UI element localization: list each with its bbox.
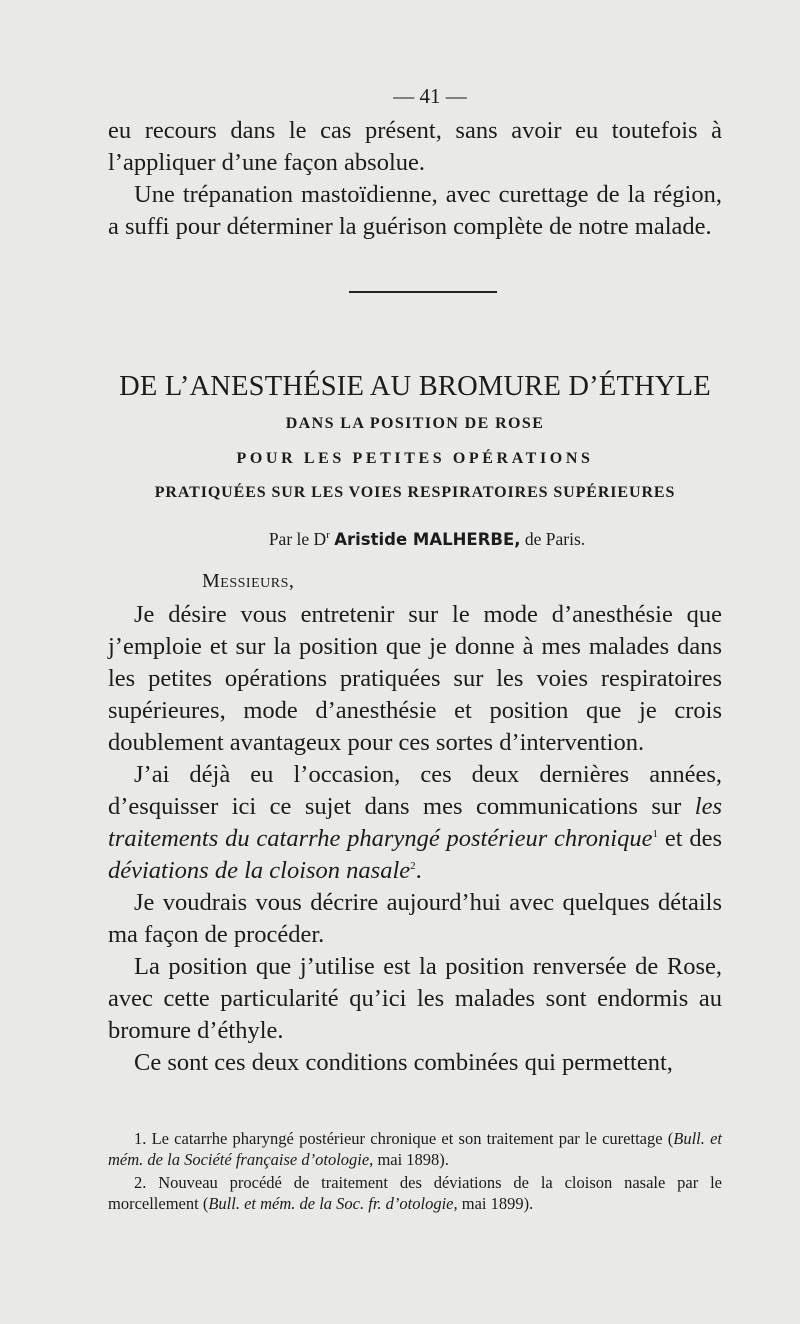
continuation-paragraph: eu recours dans le cas présent, sans avoir eu toutefois à l’appliquer d’une façon absolue. [108,117,722,176]
paragraph: La position que j’utilise est la position renversée de Rose, avec cette particularité qu’ici les malades sont endormis au bromure d’éthyle. [108,953,722,1044]
paragraph-italic: déviations de la cloison nasale [108,857,411,884]
paragraph-text: et des [658,825,722,852]
article-title: DE L’ANESTHÉSIE AU BROMURE D’ÉTHYLE [119,371,711,402]
paragraph: Je désire vous entretenir sur le mode d’anesthésie que j’emploie et sur la position que je donne à mes malades dans les petites opérations pratiquées sur les voies respiratoires supérieures, mode d’anesthésie et position que je crois doublement avantageux pour ces sortes d’intervention. [108,601,722,756]
footnote-text: 1. Le catarrhe pharyngé postérieur chronique et son traitement par le curettage ( [134,1129,674,1148]
article-subtitle: PRATIQUÉES SUR LES VOIES RESPIRATOIRES SUPÉRIEURES [154,484,676,501]
article-subtitle: DANS LA POSITION DE ROSE [285,415,545,432]
footnote-text: mai 1898). [373,1150,449,1169]
paragraph-text: J’ai déjà eu l’occasion, ces deux dernières années, d’esquisser ici ce sujet dans mes communications sur [108,761,722,820]
paragraph-text: . [415,857,422,884]
paragraph: Ce sont ces deux conditions combinées qui permettent, [134,1049,673,1076]
page-number: — 41 — [393,84,467,108]
footnotes [108,1128,722,1214]
byline-sup: r [326,529,330,542]
section-divider [349,291,497,293]
footnote [108,1172,722,1214]
article-subtitle: POUR LES PETITES OPÉRATIONS [236,450,594,467]
paragraph-italic: les traitements du catarrhe pharyngé postérieur chronique [108,793,722,852]
salutation: Messieurs, [202,570,295,592]
footnote [108,1128,722,1170]
footnote-text: 2. Nouveau procédé de traitement des déviations de la cloison nasale par le morcellement ( [108,1173,722,1213]
byline-suffix: de Paris. [520,529,586,549]
footnote-ref: 2 [410,859,416,872]
footnote-italic: Bull. et mém. de la Société française d’otologie, [108,1129,722,1169]
byline [108,529,722,550]
paragraph: Je voudrais vous décrire aujourd’hui avec quelques détails ma façon de procéder. [108,889,722,948]
footnote-text: mai 1899). [457,1194,534,1213]
footnote-ref: 1 [652,827,658,840]
author-name: Aristide MALHERBE, [334,530,521,549]
page-body [108,84,722,1079]
footnote-italic: Bull. et mém. de la Soc. fr. d’otologie, [208,1194,458,1213]
continuation-paragraph: Une trépanation mastoïdienne, avec curettage de la région, a suffi pour déterminer la guérison complète de notre malade. [108,181,722,240]
paragraph [108,759,722,887]
byline-prefix: Par le D [268,529,327,549]
